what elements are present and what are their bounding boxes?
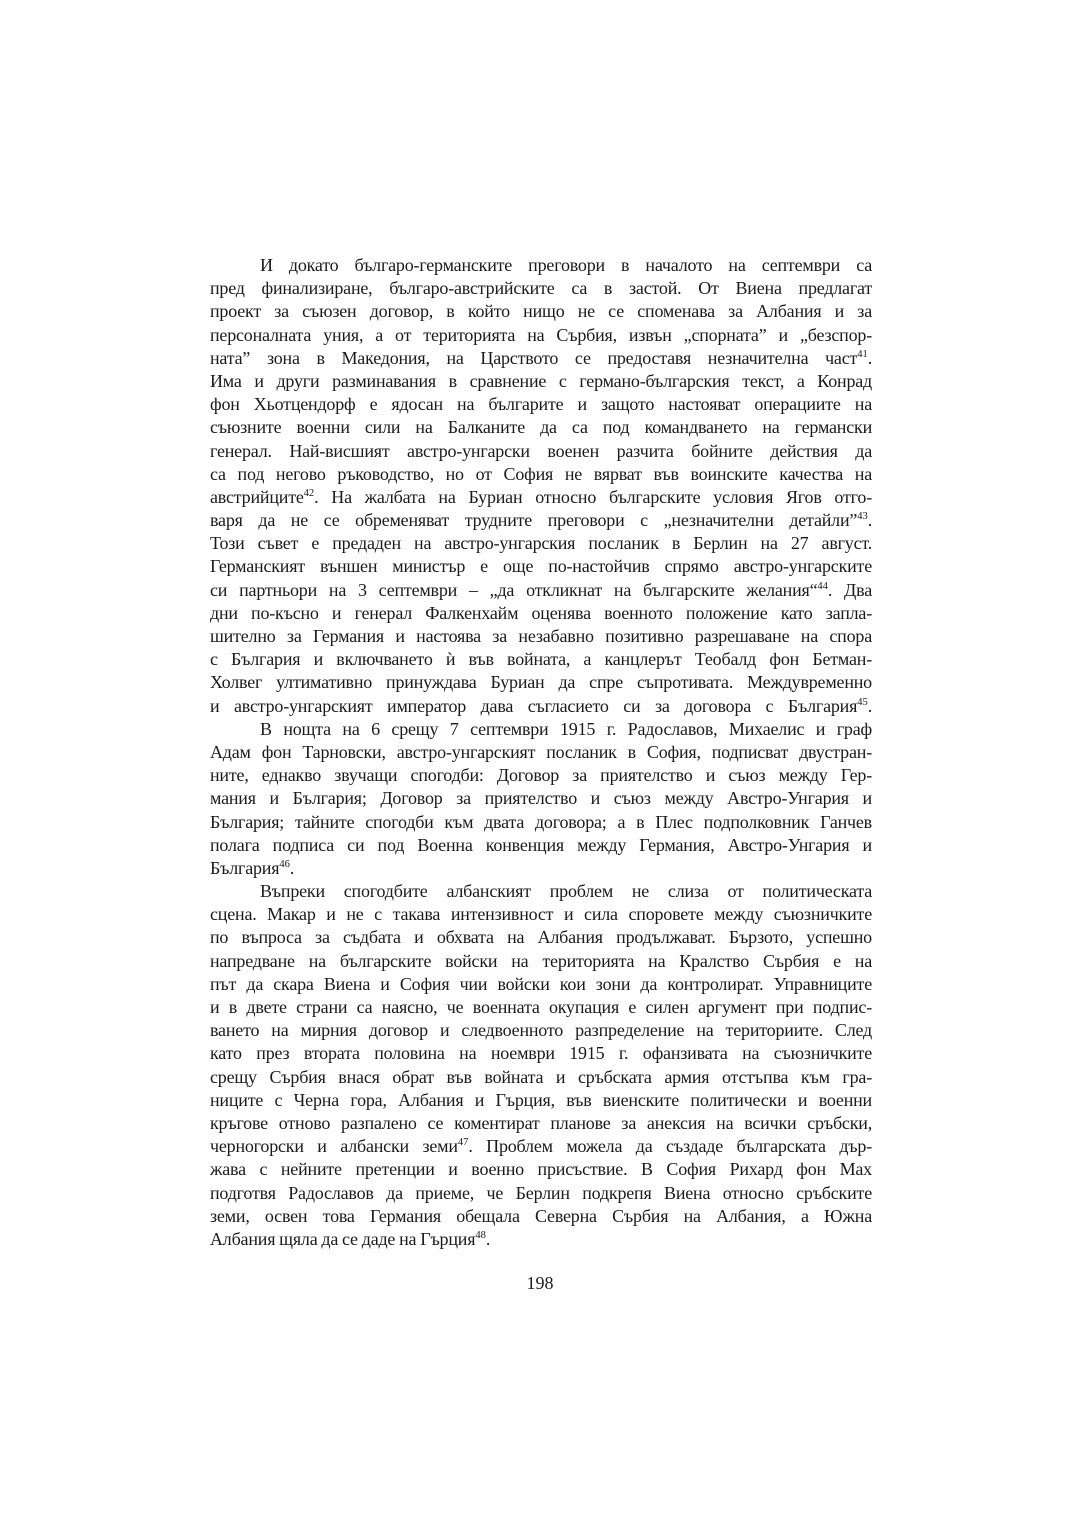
line-text: жава с нейните претенции и военно присъствие. В София Рихард фон Мах [210,1159,872,1180]
text-line [210,254,872,277]
text-line [210,1112,872,1135]
text-line [210,532,872,555]
text-line [210,509,872,532]
line-text-after-footnote: . [867,695,872,716]
paragraph [210,718,872,880]
line-text-after-footnote: . На жалбата на Буриан относно българските условия Ягов отго- [314,486,872,507]
footnote-marker: 42 [303,487,315,499]
body-text [210,254,872,1251]
text-line [210,393,872,416]
text-line [210,996,872,1019]
line-text: път да скара Виена и София чии войски кои зони да контролират. Управниците [210,973,872,994]
line-text: Въпреки спогодбите албанският проблем не слиза от политическата [260,881,872,902]
line-text: България [210,857,280,878]
line-text-after-footnote: . Проблем можела да създаде българската дър- [468,1136,872,1157]
text-line [210,602,872,625]
text-line [210,764,872,787]
footnote-marker: 45 [857,696,868,708]
text-line [210,1089,872,1112]
line-text-after-footnote: . Два [827,579,872,600]
text-line [210,416,872,439]
text-line [210,555,872,578]
line-text: Холвег ултимативно принуждава Буриан да спре съпротивата. Междувременно [210,672,872,693]
line-text: ниците с Черна гора, Албания и Гърция, във виенските политически и военни [210,1089,872,1110]
text-line [210,1205,872,1228]
line-text: полага подписа си под Военна конвенция между Германия, Австро-Унгария и [210,834,872,855]
footnote-marker: 44 [817,580,828,592]
line-text: ните, еднакво звучащи спогодби: Договор за приятелство и съюз между Гер- [210,765,872,786]
line-text: мания и България; Договор за приятелство и съюз между Австро-Унгария и [210,788,872,809]
line-text: пред финализиране, българо-австрийските са в застой. От Виена предлагат [210,278,872,299]
footnote-marker: 48 [475,1229,486,1241]
page-number: 198 [526,1273,554,1293]
paragraph [210,254,872,718]
line-text: фон Хьотцендорф е ядосан на българите и защото настояват операциите на [210,394,872,415]
paragraph [210,880,872,1251]
text-line [210,695,872,718]
text-line [210,857,872,880]
text-line [210,463,872,486]
footnote-marker: 41 [857,348,868,360]
line-text-after-footnote: . [289,857,295,878]
text-line [210,787,872,810]
line-text: съюзните военни сили на Балканите да са под командването на германски [210,417,872,438]
line-text: ването на мирния договор и следвоенното разпределение на териториите. След [210,1020,872,1041]
text-line [210,741,872,764]
text-line [210,880,872,903]
text-line [210,1135,872,1158]
text-line [210,370,872,393]
line-text: Има и други разминавания в сравнение с германо-българския текст, а Конрад [210,370,872,391]
text-line [210,440,872,463]
line-text: варя да не се обременяват трудните преговори с „незначителни детайли” [210,510,858,531]
line-text: и в двете страни са наясно, че военната окупация е силен аргумент при подпис- [210,997,872,1017]
text-line [210,300,872,323]
line-text: шително за Германия и настоява за незабавно позитивно разрешаване на спора [210,626,872,646]
text-line [210,973,872,996]
text-line [210,1019,872,1042]
line-text: кръгове отново разпалено се коментират планове за анексия на всички сръбски, [210,1112,872,1133]
text-line [210,277,872,300]
line-text: Албания щяла да се даде на Гърция [210,1228,476,1249]
text-line [210,324,872,347]
text-line [210,1042,872,1065]
line-text: В нощта на 6 срещу 7 септември 1915 г. Радославов, Михаелис и граф [260,718,872,739]
text-line [210,671,872,694]
line-text: България; тайните спогодби към двата договора; а в Плес подполковник Ганчев [210,811,872,832]
text-line [210,811,872,834]
line-text: с България и включването ѝ във войната, а канцлерът Теобалд фон Бетман- [210,649,872,670]
line-text: са под негово ръководство, но от София не вярват във воинските качества на [210,463,872,484]
line-text: сцена. Макар и не с такава интензивност и сила споровете между съюзничките [210,904,872,925]
footnote-marker: 47 [457,1137,469,1149]
text-line [210,579,872,602]
line-text: И докато българо-германските преговори в началото на септември са [260,255,872,275]
line-text: черногорски и албански земи [210,1136,458,1157]
text-line [210,926,872,949]
line-text: Този съвет е предаден на австро-унгарския посланик в Берлин на 27 август. [210,533,872,554]
line-text: проект за съюзен договор, в който нищо не се споменава за Албания и за [210,301,872,322]
text-line [210,347,872,370]
footnote-marker: 46 [279,858,290,870]
line-text-after-footnote: . [867,347,872,368]
line-text: Германският външен министър е още по-настойчив спрямо австро-унгарските [210,556,872,577]
line-text: австрийците [210,486,304,507]
line-text-after-footnote: . [867,510,872,531]
text-line [210,903,872,926]
line-text-after-footnote: . [485,1228,491,1249]
line-text: персоналната уния, а от територията на Сърбия, извън „спорната” и „безспор- [210,324,872,345]
line-text: и австро-унгарският император дава съгласието си за договора с България [210,695,858,716]
line-text: си партньори на 3 септември – „да откликнат на българските желания“ [210,579,818,600]
line-text: генерал. Най-висшият австро-унгарски военен разчита бойните действия да [210,440,872,461]
footnote-marker: 43 [857,511,868,523]
text-line [210,718,872,741]
line-text: ната” зона в Македония, на Царството се предоставя незначителна част [210,347,858,368]
line-text: по въпроса за съдбата и обхвата на Албания продължават. Бързото, успешно [210,927,872,948]
text-line [210,625,872,648]
line-text: напредване на българските войски на територията на Кралство Сърбия е на [210,950,872,971]
text-line [210,1182,872,1205]
text-line [210,1066,872,1089]
text-line [210,834,872,857]
line-text: срещу Сърбия внася обрат във войната и сръбската армия отстъпва към гра- [210,1066,872,1087]
text-line [210,1228,872,1251]
line-text: подготвя Радославов да приеме, че Берлин подкрепя Виена относно сръбските [210,1182,872,1203]
text-line [210,648,872,671]
text-line [210,486,872,509]
text-line [210,950,872,973]
line-text: земи, освен това Германия обещала Северна Сърбия на Албания, а Южна [210,1205,872,1226]
line-text: Адам фон Тарновски, австро-унгарският посланик в София, подписват двустран- [210,741,872,762]
line-text: дни по-късно и генерал Фалкенхайм оценява военното положение като запла- [210,602,872,623]
text-line [210,1158,872,1181]
line-text: като през втората половина на ноември 1915 г. офанзивата на съюзничките [210,1043,872,1064]
